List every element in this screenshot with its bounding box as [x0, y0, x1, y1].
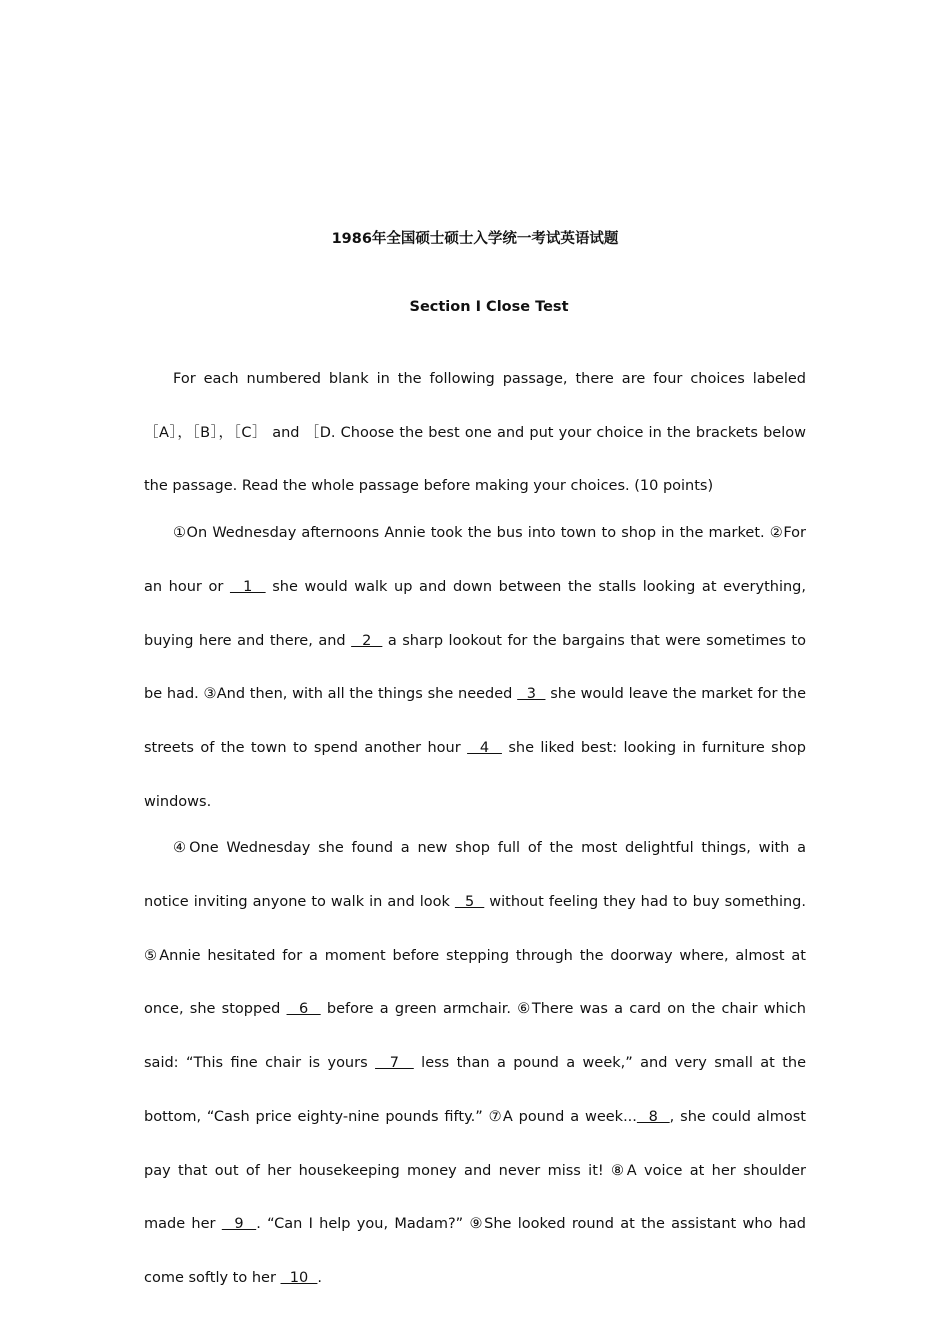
- passage-text: she would walk up and down between the stalls looking at everything, buying here and there, and: [144, 578, 806, 649]
- passage-text: .: [317, 1269, 323, 1286]
- page-title: 1986年全国硕士硕士入学统一考试英语试题: [331, 231, 619, 247]
- passage-text: a sharp lookout for the bargains that were sometimes to be had. ③And then, with all the things she needed: [144, 632, 806, 703]
- passage-paragraph-1: [144, 507, 806, 829]
- blank-4: 4: [467, 739, 502, 756]
- blank-8: 8: [636, 1108, 670, 1125]
- passage-text: ④One Wednesday she found a new shop full of the most delightful things, with a notice inviting anyone to walk in and look: [144, 840, 806, 911]
- blank-1: 1: [229, 578, 266, 595]
- blank-5: 5: [454, 894, 485, 911]
- blank-7: 7: [375, 1055, 414, 1072]
- passage-text: she would leave the market for the streets of the town to spend another hour: [144, 686, 806, 756]
- passage-text: before a green armchair. ⑥There was a card on the chair which said: “This fine chair is yours: [144, 1001, 806, 1072]
- blank-2: 2: [351, 632, 383, 649]
- blank-10: 10: [280, 1269, 318, 1286]
- section-heading: Section I Close Test: [409, 299, 569, 315]
- passage-text: less than a pound a week,” and very small at the bottom, “Cash price eighty-nine pounds fifty.” ⑦A pound a week...: [144, 1055, 806, 1125]
- blank-9: 9: [221, 1216, 257, 1233]
- passage-text: without feeling they had to buy something. ⑤Annie hesitated for a moment before stepping through the doorway where, almost at once, she stopped: [144, 894, 806, 1018]
- blank-6: 6: [286, 1001, 321, 1018]
- passage-text: . “Can I help you, Madam?” ⑨She looked round at the assistant who had come softly to her: [144, 1216, 806, 1286]
- passage-text: , she could almost pay that out of her housekeeping money and never miss it! ⑧A voice at her shoulder made her: [144, 1108, 806, 1233]
- instructions-paragraph: For each numbered blank in the following passage, there are four choices labeled ［A］，［B］，［C］ and ［D. Choose the best one and put your choice in the brackets below the passage. Read the whole passage before making your choices. (10 points): [144, 371, 806, 495]
- passage-text: ①On Wednesday afternoons Annie took the bus into town to shop in the market. ②For an hour or: [144, 525, 806, 595]
- document-body: [144, 353, 806, 1306]
- blank-3: 3: [517, 686, 546, 703]
- passage-paragraph-2: [144, 822, 806, 1305]
- passage-text: she liked best: looking in furniture shop windows.: [144, 739, 806, 810]
